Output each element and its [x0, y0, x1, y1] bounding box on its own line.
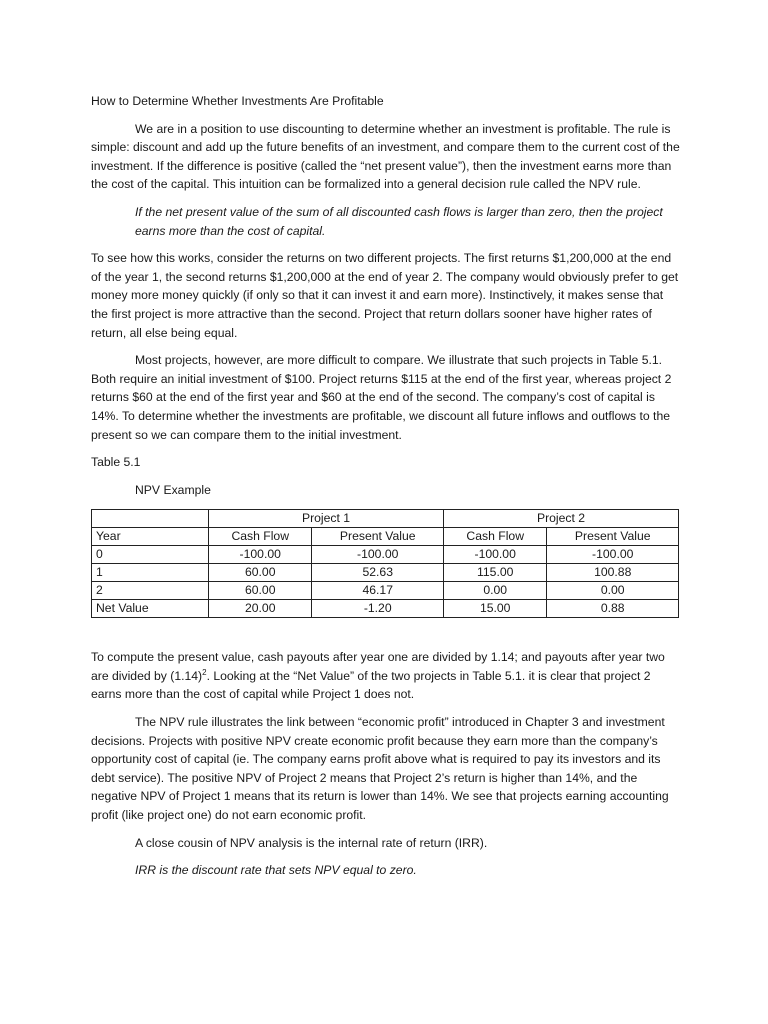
- table-cell: Net Value: [92, 600, 209, 618]
- table-cell: 20.00: [209, 600, 312, 618]
- column-header-p1-present-value: Present Value: [312, 528, 444, 546]
- table-cell: 52.63: [312, 564, 444, 582]
- table-cell: -100.00: [312, 546, 444, 564]
- column-header-p2-cash-flow: Cash Flow: [443, 528, 546, 546]
- table-cell: 0: [92, 546, 209, 564]
- table-row: [92, 564, 679, 582]
- table-cell: 1: [92, 564, 209, 582]
- pv-text-after: . Looking at the “Net Value” of the two projects in Table 5.1. it is clear that project 2 earns more than the cost of capital while Project 1 does not.: [91, 668, 651, 702]
- paragraph-economic-profit: The NPV rule illustrates the link between “economic profit” introduced in Chapter 3 and investment decisions. Projects with positive NPV create economic profit because they earn more than the company’s opportunity cost of capital (ie. The company earns profit above what is required to pay its investors and its debt service). The positive NPV of Project 2 means that Project 2’s return is higher than 14%, and the negative NPV of Project 1 means that its return is lower than 14%. We see that projects earning accounting profit (like project one) do not earn economic profit.: [91, 715, 669, 823]
- document-body: [91, 92, 681, 889]
- document-title: How to Determine Whether Investments Are Profitable: [91, 94, 384, 108]
- table-corner-cell: [92, 510, 209, 528]
- table-cell: 60.00: [209, 564, 312, 582]
- table-cell: -100.00: [209, 546, 312, 564]
- table-cell: 100.88: [547, 564, 679, 582]
- table-cell: 0.00: [547, 582, 679, 600]
- exponent: 2: [202, 667, 207, 677]
- table-row: [92, 546, 679, 564]
- column-header-year: Year: [92, 528, 209, 546]
- paragraph-irr-intro: A close cousin of NPV analysis is the internal rate of return (IRR).: [135, 835, 488, 850]
- table-cell: -1.20: [312, 600, 444, 618]
- table-row: [92, 600, 679, 618]
- table-cell: 2: [92, 582, 209, 600]
- table-caption: Table 5.1: [91, 455, 141, 470]
- column-header-p2-present-value: Present Value: [547, 528, 679, 546]
- table-row: [92, 582, 679, 600]
- table-cell: -100.00: [547, 546, 679, 564]
- paragraph-intro: We are in a position to use discounting to determine whether an investment is profitable. The rule is simple: discount and add up the future benefits of an investment, and compare them to the current cost of the investment. If the difference is positive (called the “net present value”), then the investment earns more than the cost of the capital. This intuition can be formalized into a general decision rule called the NPV rule.: [91, 121, 680, 192]
- table-group-header-row: [92, 510, 679, 528]
- table-column-header-row: [92, 528, 679, 546]
- irr-definition-quote: IRR is the discount rate that sets NPV equal to zero.: [135, 863, 417, 878]
- table-cell: 0.00: [443, 582, 546, 600]
- paragraph-present-value: [91, 648, 681, 704]
- table-cell: 15.00: [443, 600, 546, 618]
- paragraph-two-projects: To see how this works, consider the returns on two different projects. The first returns $1,200,000 at the end of the year 1, the second returns $1,200,000 at the end of year 2. The company would obviously prefer to get money more money quickly (if only so that it can invest it and earn more). Instinctively, it makes sense that the first project is more attractive than the second. Project that return dollars sooner have higher rates of return, all else being equal.: [91, 251, 679, 340]
- column-header-p1-cash-flow: Cash Flow: [209, 528, 312, 546]
- table-cell: 115.00: [443, 564, 546, 582]
- table-cell: 46.17: [312, 582, 444, 600]
- table-cell: 0.88: [547, 600, 679, 618]
- pv-text-before: To compute the present value, cash payouts after year one are divided by 1.14; and payouts after year two are divided by (1.14): [91, 650, 665, 683]
- npv-rule-quote: If the net present value of the sum of all discounted cash flows is larger than zero, then the project earns more than the cost of capital.: [135, 204, 663, 238]
- paragraph-comparison: Most projects, however, are more difficult to compare. We illustrate that such projects in Table 5.1. Both require an initial investment of $100. Project returns $115 at the end of the first year, whereas project 2 returns $60 at the end of the first year and $60 at the end of the second. The company’s cost of capital is 14%. To determine whether the investments are profitable, we discount all future inflows and outflows to the present so we can compare them to the initial investment.: [91, 353, 672, 442]
- table-title: NPV Example: [135, 482, 211, 497]
- table-cell: 60.00: [209, 582, 312, 600]
- group-header-project-2: Project 2: [443, 510, 678, 528]
- table-cell: -100.00: [443, 546, 546, 564]
- group-header-project-1: Project 1: [209, 510, 444, 528]
- npv-table: [91, 509, 679, 618]
